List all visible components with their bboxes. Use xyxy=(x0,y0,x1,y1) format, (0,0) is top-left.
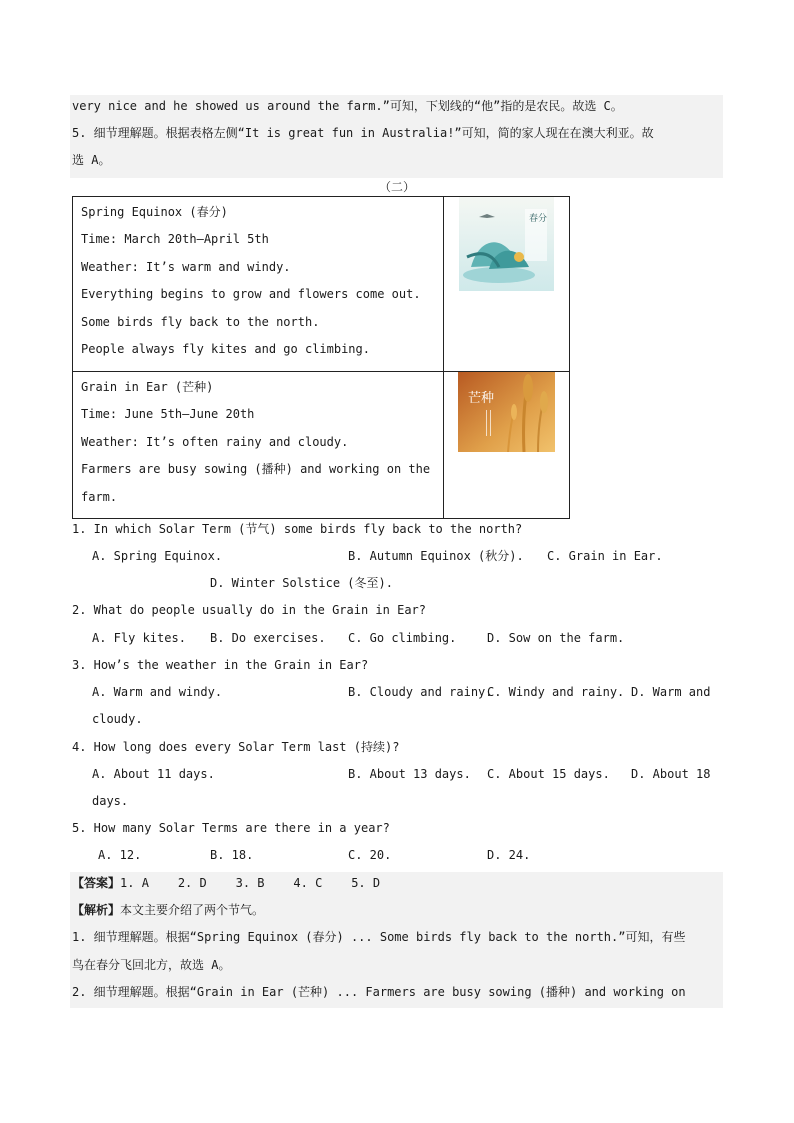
solar-terms-table xyxy=(72,196,570,519)
grain-weather: Weather: It’s often rainy and cloudy. xyxy=(81,434,349,449)
spring-equinox-text-cell xyxy=(73,197,444,372)
grain-in-ear-image xyxy=(458,372,555,452)
grain-farmers: Farmers are busy sowing (播种) and working on the xyxy=(81,462,431,477)
question-2: 2. What do people usually do in the Grain in Ear? xyxy=(72,603,427,617)
spring-time: Time: March 20th—April 5th xyxy=(81,232,269,247)
answer-label: 【答案】 xyxy=(72,876,121,890)
q3-option-a: A. Warm and windy. xyxy=(92,685,223,699)
grain-title: Grain in Ear (芒种) xyxy=(81,380,214,394)
q5-option-d: D. 24. xyxy=(487,848,531,862)
spring-weather: Weather: It’s warm and windy. xyxy=(81,259,291,274)
q1-option-b: B. Autumn Equinox (秋分). xyxy=(348,549,524,563)
grain-in-ear-image-cell xyxy=(444,372,570,519)
q5-option-b: B. 18. xyxy=(210,848,254,862)
analysis-line-3: 2. 细节理解题。根据“Grain in Ear (芒种) ... Farmers are busy sowing (播种) and working on xyxy=(72,985,686,999)
prev-analysis-line-3: 选 A。 xyxy=(72,153,111,167)
answer-text: 1. A 2. D 3. B 4. C 5. D xyxy=(120,876,381,890)
analysis-intro: 本文主要介绍了两个节气。 xyxy=(120,903,265,917)
q4-option-d-cont: days. xyxy=(92,794,129,808)
answer-line xyxy=(72,875,380,891)
q4-option-b: B. About 13 days. xyxy=(348,767,471,781)
q1-option-d: D. Winter Solstice (冬至). xyxy=(210,576,393,590)
question-1: 1. In which Solar Term (节气) some birds fly back to the north? xyxy=(72,522,523,536)
table-row-grain-in-ear xyxy=(73,372,570,519)
q2-option-c: C. Go climbing. xyxy=(348,631,457,645)
q4-option-c: C. About 15 days. xyxy=(487,767,610,781)
grain-image-caption: 芒种 xyxy=(468,391,495,406)
q3-option-d: D. Warm and xyxy=(631,685,711,699)
analysis-line-1: 1. 细节理解题。根据“Spring Equinox (春分) ... Some birds fly back to the north.”可知，有些 xyxy=(72,930,686,944)
q2-option-b: B. Do exercises. xyxy=(210,631,326,645)
spring-equinox-image-cell xyxy=(444,197,570,372)
q2-option-a: A. Fly kites. xyxy=(92,631,186,645)
question-4: 4. How long does every Solar Term last (持续)? xyxy=(72,740,400,754)
q5-option-c: C. 20. xyxy=(348,848,392,862)
q3-option-b: B. Cloudy and rainy. xyxy=(348,685,493,699)
spring-activities: People always fly kites and go climbing. xyxy=(81,342,370,357)
prev-analysis-line-2: 5. 细节理解题。根据表格左侧“It is great fun in Australia!”可知，简的家人现在在澳大利亚。故 xyxy=(72,126,654,140)
spring-growth: Everything begins to grow and flowers come out. xyxy=(81,287,421,302)
q1-option-a: A. Spring Equinox. xyxy=(92,549,223,563)
question-3: 3. How’s the weather in the Grain in Ear? xyxy=(72,658,369,672)
section-title: （二） xyxy=(378,180,415,194)
analysis-label: 【解析】 xyxy=(72,903,121,917)
spring-image-caption: 春分 xyxy=(529,214,548,224)
question-5: 5. How many Solar Terms are there in a year? xyxy=(72,821,390,835)
q1-option-c: C. Grain in Ear. xyxy=(547,549,663,563)
q3-option-d-cont: cloudy. xyxy=(92,712,143,726)
q4-option-d: D. About 18 xyxy=(631,767,711,781)
spring-birds: Some birds fly back to the north. xyxy=(81,314,320,329)
analysis-line xyxy=(72,902,264,918)
grain-farm: farm. xyxy=(81,489,118,504)
grain-time: Time: June 5th—June 20th xyxy=(81,407,255,422)
q5-option-a: A. 12. xyxy=(98,848,142,862)
spring-equinox-image xyxy=(459,197,554,291)
spring-title: Spring Equinox (春分) xyxy=(81,205,228,219)
analysis-line-2: 鸟在春分飞回北方，故选 A。 xyxy=(72,958,231,972)
table-row-spring-equinox xyxy=(73,197,570,372)
q2-option-d: D. Sow on the farm. xyxy=(487,631,625,645)
q3-option-c: C. Windy and rainy. xyxy=(487,685,625,699)
q4-option-a: A. About 11 days. xyxy=(92,767,215,781)
grain-in-ear-text-cell xyxy=(73,372,444,519)
prev-analysis-line-1: very nice and he showed us around the farm.”可知，下划线的“他”指的是农民。故选 C。 xyxy=(72,99,623,113)
